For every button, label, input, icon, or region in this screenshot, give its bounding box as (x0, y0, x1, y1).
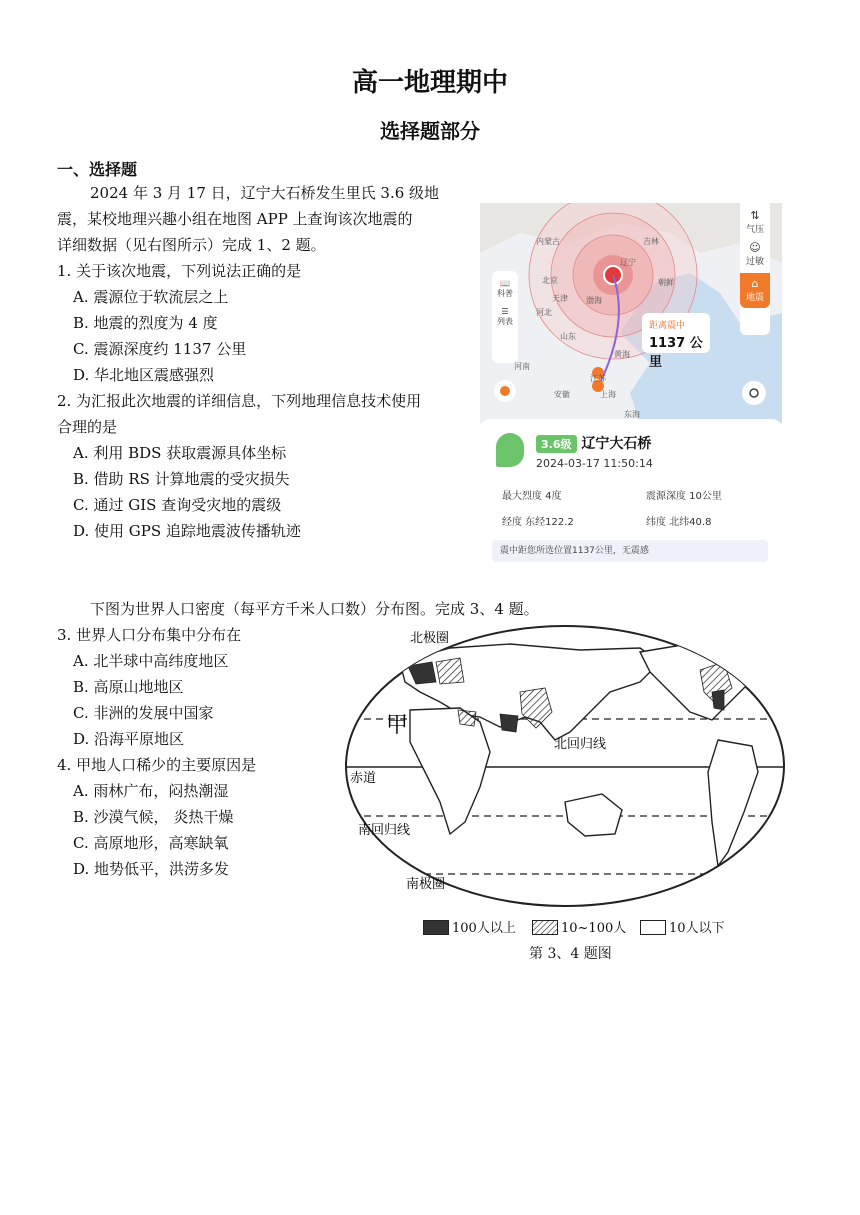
page-title: 高一地理期中 (351, 68, 508, 98)
quake-longitude: 经度 东经122.2 (502, 517, 574, 528)
intro2-text: 下图为世界人口密度（每平方千米人口数）分布图。完成 3、4 题。 (90, 600, 539, 618)
left-tool-panel (492, 271, 518, 363)
q2-stem-line-2: 合理的是 (57, 418, 118, 436)
map-label: 渤海 (586, 296, 602, 305)
distance-label: 距离震中 (649, 321, 686, 331)
legend-label-dense: 100人以上 (452, 921, 516, 936)
quake-datetime: 2024-03-17 11:50:14 (536, 457, 653, 470)
q2-option-a: A. 利用 BDS 获取震源具体坐标 (73, 444, 287, 462)
q4-stem: 4. 甲地人口稀少的主要原因是 (57, 756, 257, 774)
tool-earthquake-button[interactable] (740, 273, 770, 308)
dense-region-north-america (712, 690, 724, 710)
q1-option-d: D. 华北地区震感强烈 (73, 366, 215, 384)
label-arctic-circle: 北极圈 (410, 631, 450, 646)
q3-option-d: D. 沿海平原地区 (73, 730, 185, 748)
map-label: 黄海 (614, 350, 630, 359)
section-heading: 一、选择题 (57, 160, 138, 179)
q1-option-a: A. 震源位于软流层之上 (73, 288, 229, 306)
medium-region-europe (436, 658, 464, 684)
map-label: 江苏 (590, 374, 606, 383)
legend-label-sparse: 10人以下 (669, 921, 725, 936)
legend-label-medium: 10~100人 (561, 921, 627, 936)
map-label: 河南 (514, 362, 530, 371)
book-icon: 📖 (500, 279, 510, 288)
tool-pressure-button[interactable]: 气压 (745, 225, 764, 235)
q1-option-c: C. 震源深度约 1137 公里 (73, 340, 247, 358)
q4-option-d: D. 地势低平，洪涝多发 (73, 860, 230, 878)
quake-latitude: 纬度 北纬40.8 (646, 517, 712, 528)
q2-stem-line-1: 2. 为汇报此次地震的详细信息，下列地理信息技术使用 (57, 392, 422, 410)
medium-region-middle-east (458, 710, 476, 726)
map-label: 山东 (560, 332, 576, 341)
intro1-line-3: 详细数据（见右图所示）完成 1、2 题。 (57, 236, 326, 254)
map-label: 上海 (600, 390, 616, 399)
q3-stem: 3. 世界人口分布集中分布在 (57, 626, 242, 644)
world-population-map (340, 622, 790, 910)
tool-earthquake-label: 地震 (745, 293, 764, 303)
dense-region-south-asia (500, 714, 518, 732)
map-label: 吉林 (643, 237, 659, 246)
q2-option-b: B. 借助 RS 计算地震的受灾损失 (73, 470, 290, 488)
q4-option-b: B. 沙漠气候， 炎热干燥 (73, 808, 234, 826)
quake-footer: 震中距您所选位置1137公里，无震感 (492, 540, 768, 562)
q4-option-a: A. 雨林广布，闷热潮湿 (73, 782, 229, 800)
q2-option-c: C. 通过 GIS 查询受灾地的震级 (73, 496, 282, 514)
quake-depth: 震源深度 10公里 (646, 491, 722, 502)
pressure-icon: ⇅ (750, 209, 760, 222)
q3-option-c: C. 非洲的发展中国家 (73, 704, 214, 722)
map-label: 朝鲜 (658, 278, 674, 287)
magnitude-badge: 3.6级 (536, 435, 577, 453)
map-label: 天津 (552, 294, 568, 303)
intro1-line-1: 2024 年 3 月 17 日，辽宁大石桥发生里氏 3.6 级地 (90, 184, 440, 202)
map-label: 北京 (542, 276, 558, 285)
right-tool-panel (740, 203, 770, 335)
tool-list-button[interactable]: 列表 (497, 317, 513, 326)
max-intensity: 最大烈度 4度 (502, 491, 562, 502)
tool-allergy-button[interactable]: 过敏 (745, 257, 764, 267)
q1-stem: 1. 关于该次地震，下列说法正确的是 (57, 262, 302, 280)
legend-swatch-dense (423, 920, 449, 935)
home-icon: ⌂ (751, 277, 759, 290)
distance-box (642, 313, 710, 370)
label-tropic-of-capricorn: 南回归线 (358, 823, 411, 838)
q2-option-d: D. 使用 GPS 追踪地震波传播轨迹 (73, 522, 301, 540)
label-antarctic-circle: 南极圈 (406, 877, 446, 892)
q3-option-b: B. 高原山地地区 (73, 678, 184, 696)
map-label: 东海 (624, 410, 640, 419)
label-tropic-of-cancer: 北回归线 (554, 737, 607, 752)
q1-option-b: B. 地震的烈度为 4 度 (73, 314, 218, 332)
label-jia: 甲 (386, 713, 409, 738)
list-icon: ☰ (501, 307, 509, 316)
quake-title (536, 433, 651, 453)
allergy-icon: ☺ (749, 241, 761, 254)
legend-swatch-medium (532, 920, 558, 935)
tool-science-button[interactable]: 科普 (497, 289, 513, 298)
distance-value: 1137 公里 (649, 336, 703, 370)
map-label: 辽宁 (620, 258, 636, 267)
label-equator: 赤道 (350, 771, 377, 786)
earthquake-app-screenshot (480, 203, 782, 568)
intro1-line-2: 震，某校地理兴趣小组在地图 APP 上查询该次地震的 (57, 210, 413, 228)
q4-option-c: C. 高原地形，高寒缺氧 (73, 834, 229, 852)
map-label: 内蒙古 (536, 237, 560, 246)
map-label: 河北 (536, 308, 552, 317)
map-label: 安徽 (554, 390, 570, 399)
figure-caption: 第 3、4 题图 (529, 946, 612, 962)
quake-place: 辽宁大石桥 (581, 436, 652, 452)
quake-marker-icon (496, 433, 524, 467)
legend-swatch-sparse (640, 920, 666, 935)
q3-option-a: A. 北半球中高纬度地区 (73, 652, 229, 670)
earthquake-map (480, 203, 782, 423)
page-subtitle: 选择题部分 (380, 119, 480, 143)
earthquake-info-card (480, 419, 782, 568)
